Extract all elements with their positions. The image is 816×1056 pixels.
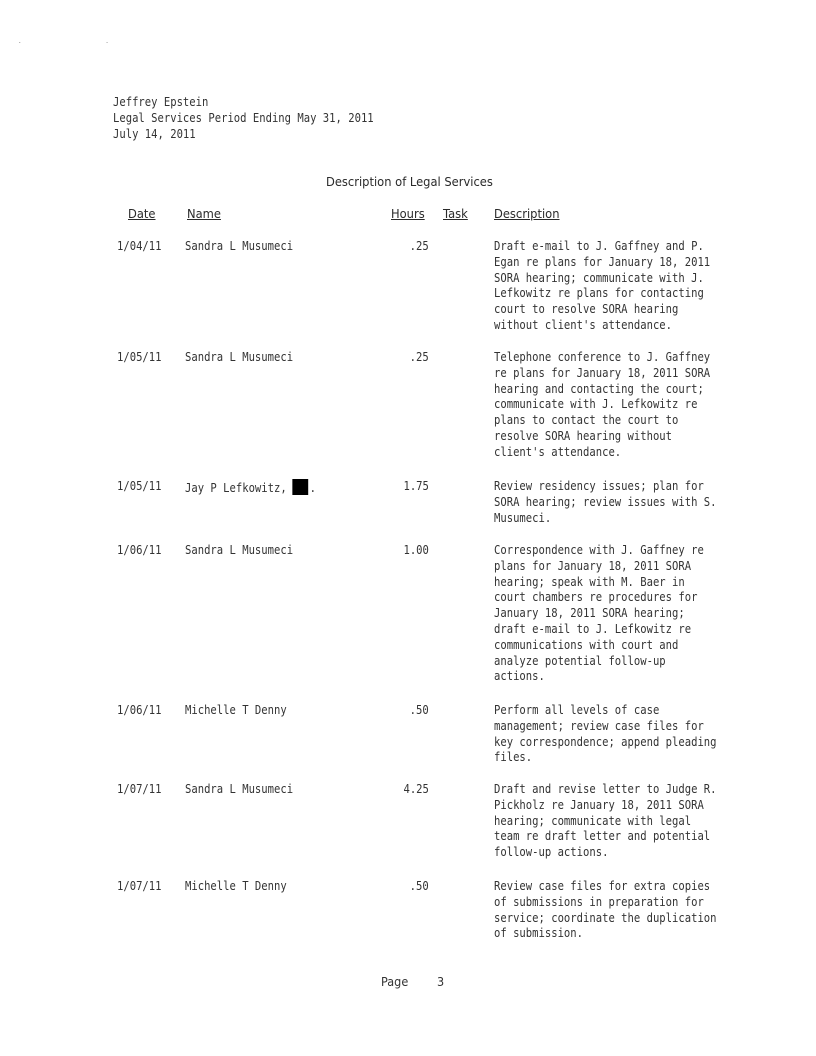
column-header-description: Description — [494, 206, 560, 221]
entry-hours: .50 — [409, 703, 429, 717]
entry-name: Michelle T Denny — [185, 703, 287, 717]
column-header-task: Task — [443, 206, 468, 221]
client-name: Jeffrey Epstein — [113, 95, 209, 109]
entry-description: Telephone conference to J. Gaffney re plans for January 18, 2011 SORA hearing and contacting the court; communicate with J. Lefkowitz re plans to contact the court to resolve SORA hearing without client's attendance. — [494, 350, 711, 459]
column-header-name: Name — [187, 206, 221, 221]
billing-period: Legal Services Period Ending May 31, 2011 — [113, 111, 374, 125]
section-title: Description of Legal Services — [326, 174, 493, 189]
entry-date: 1/05/11 — [117, 350, 162, 364]
entry-date: 1/06/11 — [117, 543, 162, 557]
entry-name-group — [185, 479, 316, 497]
entry-date: 1/07/11 — [117, 879, 162, 893]
page-footer — [381, 974, 444, 989]
entry-name: Sandra L Musumeci — [185, 782, 294, 796]
entry-description: Correspondence with J. Gaffney re plans for January 18, 2011 SORA hearing; speak with M. Baer in court chambers re procedures for January 18, 2011 SORA hearing; draft e-mail to J. Lefkowitz re communications with court and analyze potential follow-up actions. — [494, 543, 704, 684]
entry-description: Draft e-mail to J. Gaffney and P. Egan re plans for January 18, 2011 SORA hearing; communicate with J. Lefkowitz re plans for contacting court to resolve SORA hearing without client's attendance. — [494, 239, 711, 332]
entry-name: Jay P Lefkowitz, — [185, 481, 287, 495]
entry-description: Perform all levels of case management; review case files for key correspondence; append pleading files. — [494, 703, 717, 765]
entry-description: Review residency issues; plan for SORA hearing; review issues with S. Musumeci. — [494, 479, 717, 525]
redaction-block — [292, 479, 308, 495]
page-label: Page — [381, 974, 409, 989]
entry-hours: 1.00 — [403, 543, 429, 557]
entry-name: Sandra L Musumeci — [185, 543, 294, 557]
scan-marks: . . — [18, 38, 149, 45]
entry-date: 1/05/11 — [117, 479, 162, 493]
column-header-date: Date — [128, 206, 156, 221]
entry-hours: 1.75 — [403, 479, 429, 493]
entry-hours: 4.25 — [403, 782, 429, 796]
document-header — [113, 94, 374, 142]
entry-description: Draft and revise letter to Judge R. Pickholz re January 18, 2011 SORA hearing; communicate with legal team re draft letter and potential follow-up actions. — [494, 782, 717, 860]
entry-hours: .50 — [409, 879, 429, 893]
entry-name-suffix: . — [309, 481, 316, 495]
page-number: 3 — [437, 974, 445, 989]
entry-date: 1/07/11 — [117, 782, 162, 796]
entry-hours: .25 — [409, 350, 429, 364]
entry-date: 1/04/11 — [117, 239, 162, 253]
column-header-hours: Hours — [391, 206, 425, 221]
entry-date: 1/06/11 — [117, 703, 162, 717]
entry-description: Review case files for extra copies of submissions in preparation for service; coordinate the duplication of submission. — [494, 879, 717, 941]
entry-name: Michelle T Denny — [185, 879, 287, 893]
entry-name: Sandra L Musumeci — [185, 350, 294, 364]
statement-date: July 14, 2011 — [113, 127, 196, 141]
entry-name: Sandra L Musumeci — [185, 239, 294, 253]
entry-hours: .25 — [409, 239, 429, 253]
